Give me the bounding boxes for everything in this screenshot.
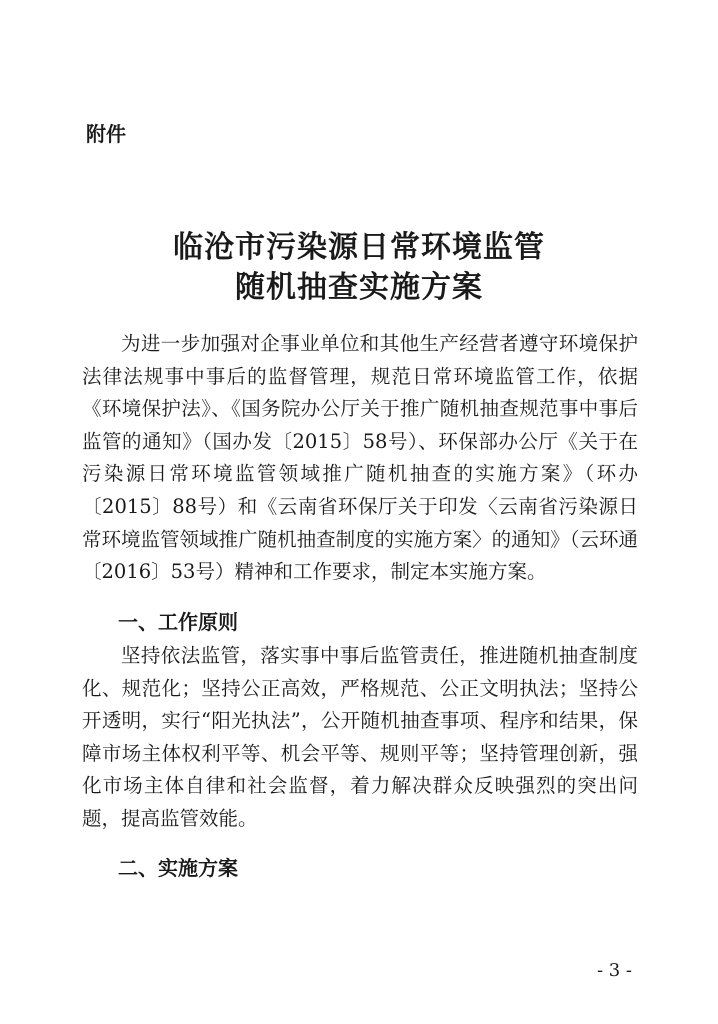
section-heading-principles: 一、工作原则 — [118, 610, 238, 634]
document-title-line-2: 随机抽查实施方案 — [235, 270, 483, 305]
intro-paragraph: 为进一步加强对企事业单位和其他生产经营者遵守环境保护法律法规事中事后的监督管理，规范日常环境监管工作，依据《环境保护法》、《国务院办公厅关于推广随机抽查规范事中事后监管的通知》（国办发〔2015〕58号）、环保部办公厅《关于在污染源日常环境监管领域推广随机抽查的实施方案》（环办〔2015〕88号）和《云南省环保厅关于印发〈云南省污染源日常环境监管领域推广随机抽查制度的实施方案〉的通知》（云环通〔2016〕53号）精神和工作要求，制定本实施方案。 — [82, 332, 638, 584]
attachment-label: 附件 — [86, 122, 126, 146]
page-number: - 3 - — [596, 960, 632, 981]
principles-paragraph: 坚持依法监管，落实事中事后监管责任，推进随机抽查制度化、规范化；坚持公正高效，严格规范、公正文明执法；坚持公开透明，实行“阳光执法”，公开随机抽查事项、程序和结果，保障市场主体权利平等、机会平等、规则平等；坚持管理创新，强化市场主体自律和社会监督，着力解决群众反映强烈的突出问题，提高监管效能。 — [82, 644, 638, 830]
section-heading-plan: 二、实施方案 — [118, 856, 238, 880]
document-title-line-1: 临沧市污染源日常环境监管 — [173, 230, 545, 265]
